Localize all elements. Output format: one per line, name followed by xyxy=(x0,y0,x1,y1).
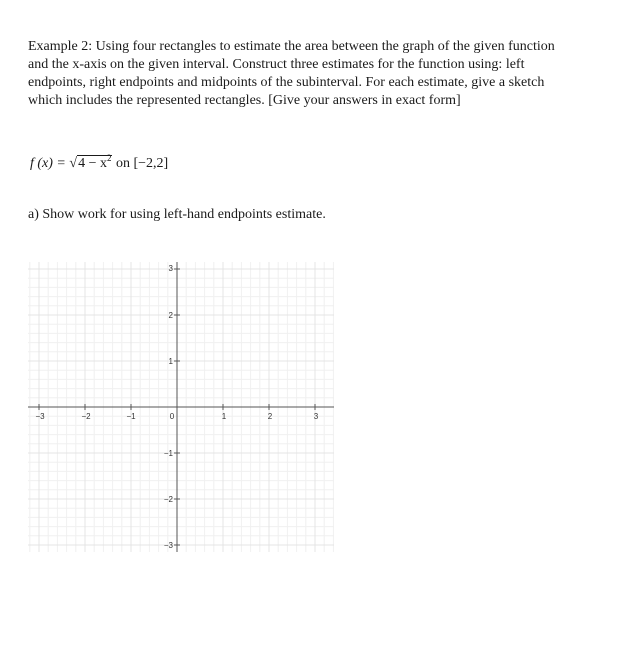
y-tick-label: −3 xyxy=(163,541,173,550)
x-tick-label: 2 xyxy=(267,412,273,421)
problem-line-4: which includes the represented rectangles. [Give your answers in exact form] xyxy=(28,93,461,108)
x-tick-label: 3 xyxy=(313,412,319,421)
x-tick-label: 1 xyxy=(221,412,227,421)
radicand: $4 - x^2$ xyxy=(78,153,112,171)
x-tick-label: −1 xyxy=(126,412,136,421)
exponent: 2 xyxy=(106,153,112,163)
interval-text: on [−2,2] xyxy=(112,156,169,171)
x-tick-label: −3 xyxy=(35,412,45,421)
part-a-instruction: a) Show work for using left-hand endpoints estimate. xyxy=(28,207,326,222)
x-tick-label: 0 xyxy=(169,412,175,421)
function-lhs: f (x) = xyxy=(30,156,70,171)
y-tick-label: 3 xyxy=(168,264,173,273)
problem-line-1: Example 2: Using four rectangles to estimate the area between the graph of the given function xyxy=(28,39,555,54)
problem-line-2: and the x-axis on the given interval. Construct three estimates for the function using: left xyxy=(28,57,525,72)
y-tick-label: −1 xyxy=(163,449,173,458)
radical-sign: √ xyxy=(69,156,78,171)
problem-line-3: endpoints, right endpoints and midpoints of the subinterval. For each estimate, give a sketch xyxy=(28,75,545,90)
y-tick-label: 2 xyxy=(168,311,173,320)
y-tick-label: −2 xyxy=(163,495,173,504)
x-tick-label: −2 xyxy=(81,412,91,421)
y-tick-label: 1 xyxy=(168,357,173,366)
